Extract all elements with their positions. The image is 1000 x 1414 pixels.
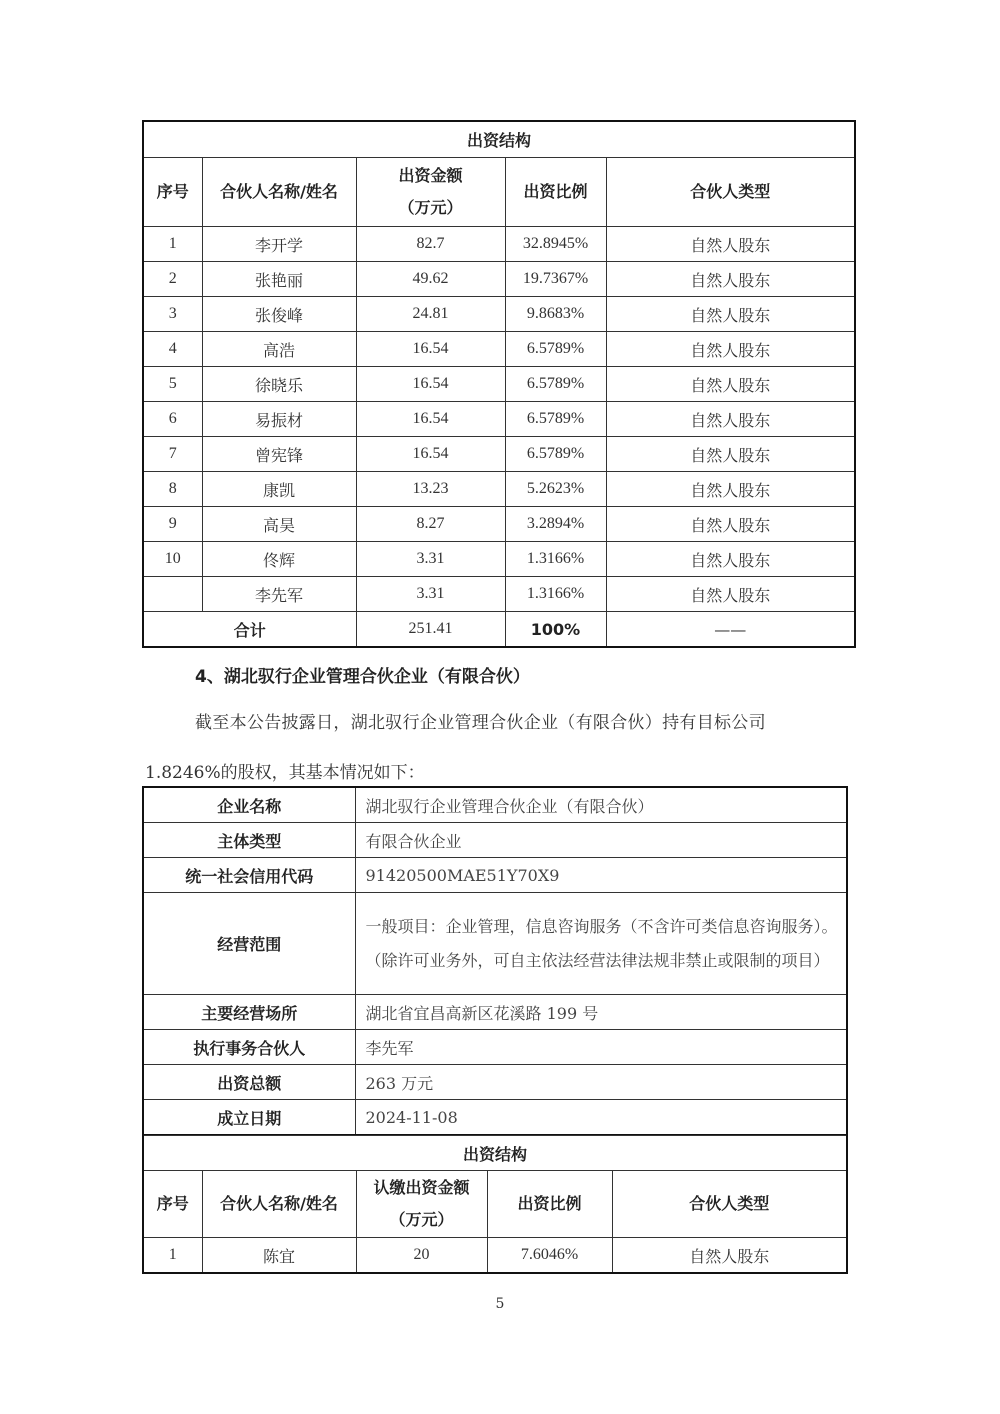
header-type: 合伙人类型 xyxy=(612,1171,847,1238)
row-ratio: 9.8683% xyxy=(505,297,606,332)
row-seq: 3 xyxy=(143,297,202,332)
table-row xyxy=(143,1238,847,1274)
row-seq: 9 xyxy=(143,507,202,542)
info-value: 2024-11-08 xyxy=(355,1100,847,1136)
row-type: 自然人股东 xyxy=(606,367,855,402)
row-amount: 3.31 xyxy=(356,542,505,577)
row-name: 张俊峰 xyxy=(202,297,356,332)
row-type: 自然人股东 xyxy=(606,507,855,542)
table-title: 出资结构 xyxy=(143,1136,847,1171)
row-type: 自然人股东 xyxy=(612,1238,847,1274)
info-value: 一般项目：企业管理，信息咨询服务（不含许可类信息咨询服务）。（除许可业务外，可自主依法经营法律法规非禁止或限制的项目） xyxy=(355,893,847,995)
total-amount: 251.41 xyxy=(356,612,505,648)
row-ratio: 19.7367% xyxy=(505,262,606,297)
total-label: 合计 xyxy=(143,612,356,648)
row-ratio: 7.6046% xyxy=(487,1238,612,1274)
row-type: 自然人股东 xyxy=(606,577,855,612)
info-value: 湖北驭行企业管理合伙企业（有限合伙） xyxy=(355,787,847,823)
row-type: 自然人股东 xyxy=(606,227,855,262)
row-seq: 7 xyxy=(143,437,202,472)
info-value: 263 万元 xyxy=(355,1065,847,1100)
table-row xyxy=(143,227,855,262)
row-name: 曾宪锋 xyxy=(202,437,356,472)
header-name: 合伙人名称/姓名 xyxy=(202,1171,356,1238)
row-seq xyxy=(143,577,202,612)
info-label: 统一社会信用代码 xyxy=(143,858,355,893)
row-name: 李先军 xyxy=(202,577,356,612)
capital-structure-table-1 xyxy=(142,120,856,648)
section-paragraph-line2: 1.8246%的股权，其基本情况如下： xyxy=(145,763,425,783)
row-amount: 16.54 xyxy=(356,437,505,472)
row-type: 自然人股东 xyxy=(606,297,855,332)
header-seq: 序号 xyxy=(143,1171,202,1238)
table-title: 出资结构 xyxy=(143,121,855,158)
row-amount: 16.54 xyxy=(356,367,505,402)
row-amount: 49.62 xyxy=(356,262,505,297)
row-type: 自然人股东 xyxy=(606,402,855,437)
row-seq: 1 xyxy=(143,227,202,262)
table-row xyxy=(143,472,855,507)
row-amount: 13.23 xyxy=(356,472,505,507)
header-amount-line2: （万元） xyxy=(389,1210,454,1229)
info-label: 企业名称 xyxy=(143,787,355,823)
row-ratio: 5.2623% xyxy=(505,472,606,507)
header-amount-line1: 认缴出资金额 xyxy=(373,1178,470,1197)
info-label: 成立日期 xyxy=(143,1100,355,1136)
row-seq: 1 xyxy=(143,1238,202,1274)
row-type: 自然人股东 xyxy=(606,472,855,507)
row-seq: 10 xyxy=(143,542,202,577)
row-seq: 2 xyxy=(143,262,202,297)
row-ratio: 1.3166% xyxy=(505,577,606,612)
total-row xyxy=(143,612,855,648)
info-row xyxy=(143,1100,847,1136)
info-row xyxy=(143,858,847,893)
row-ratio: 3.2894% xyxy=(505,507,606,542)
row-name: 康凯 xyxy=(202,472,356,507)
table-row xyxy=(143,437,855,472)
row-ratio: 6.5789% xyxy=(505,367,606,402)
table-row xyxy=(143,507,855,542)
info-row xyxy=(143,995,847,1030)
info-label: 主体类型 xyxy=(143,823,355,858)
row-amount: 16.54 xyxy=(356,332,505,367)
table-row xyxy=(143,542,855,577)
row-seq: 5 xyxy=(143,367,202,402)
table-row xyxy=(143,297,855,332)
info-value: 91420500MAE51Y70X9 xyxy=(355,858,847,893)
section-heading: 4、湖北驭行企业管理合伙企业（有限合伙） xyxy=(195,667,530,687)
row-seq: 4 xyxy=(143,332,202,367)
row-amount: 82.7 xyxy=(356,227,505,262)
row-type: 自然人股东 xyxy=(606,262,855,297)
row-name: 陈宜 xyxy=(202,1238,356,1274)
header-ratio: 出资比例 xyxy=(487,1171,612,1238)
table-row xyxy=(143,367,855,402)
row-name: 易振材 xyxy=(202,402,356,437)
header-amount xyxy=(356,1171,487,1238)
row-type: 自然人股东 xyxy=(606,332,855,367)
info-value: 湖北省宜昌高新区花溪路 199 号 xyxy=(355,995,847,1030)
row-ratio: 6.5789% xyxy=(505,332,606,367)
total-type: —— xyxy=(606,612,855,648)
table-row xyxy=(143,262,855,297)
row-amount: 16.54 xyxy=(356,402,505,437)
row-seq: 8 xyxy=(143,472,202,507)
info-label: 主要经营场所 xyxy=(143,995,355,1030)
page-number: 5 xyxy=(495,1296,505,1312)
row-name: 佟辉 xyxy=(202,542,356,577)
header-seq: 序号 xyxy=(143,158,202,227)
header-name: 合伙人名称/姓名 xyxy=(202,158,356,227)
row-name: 张艳丽 xyxy=(202,262,356,297)
info-row xyxy=(143,1065,847,1100)
section-paragraph-line1: 截至本公告披露日，湖北驭行企业管理合伙企业（有限合伙）持有目标公司 xyxy=(195,713,766,733)
header-type: 合伙人类型 xyxy=(606,158,855,227)
row-name: 高浩 xyxy=(202,332,356,367)
row-name: 徐晓乐 xyxy=(202,367,356,402)
header-amount-line1: 出资金额 xyxy=(398,166,463,185)
row-name: 高昊 xyxy=(202,507,356,542)
basic-info-table xyxy=(142,786,848,1136)
info-value: 李先军 xyxy=(355,1030,847,1065)
row-name: 李开学 xyxy=(202,227,356,262)
header-ratio: 出资比例 xyxy=(505,158,606,227)
row-type: 自然人股东 xyxy=(606,437,855,472)
info-label: 出资总额 xyxy=(143,1065,355,1100)
info-row xyxy=(143,823,847,858)
info-label: 执行事务合伙人 xyxy=(143,1030,355,1065)
row-ratio: 6.5789% xyxy=(505,402,606,437)
table-row xyxy=(143,332,855,367)
table-row xyxy=(143,402,855,437)
info-value: 有限合伙企业 xyxy=(355,823,847,858)
info-row xyxy=(143,787,847,823)
capital-structure-table-2 xyxy=(142,1135,848,1274)
info-row xyxy=(143,893,847,995)
total-ratio: 100% xyxy=(505,612,606,648)
info-row xyxy=(143,1030,847,1065)
row-ratio: 6.5789% xyxy=(505,437,606,472)
row-ratio: 32.8945% xyxy=(505,227,606,262)
info-label: 经营范围 xyxy=(143,893,355,995)
header-amount-line2: （万元） xyxy=(398,198,463,217)
row-seq: 6 xyxy=(143,402,202,437)
row-type: 自然人股东 xyxy=(606,542,855,577)
header-amount xyxy=(356,158,505,227)
table-row xyxy=(143,577,855,612)
row-ratio: 1.3166% xyxy=(505,542,606,577)
row-amount: 3.31 xyxy=(356,577,505,612)
row-amount: 8.27 xyxy=(356,507,505,542)
row-amount: 20 xyxy=(356,1238,487,1274)
row-amount: 24.81 xyxy=(356,297,505,332)
